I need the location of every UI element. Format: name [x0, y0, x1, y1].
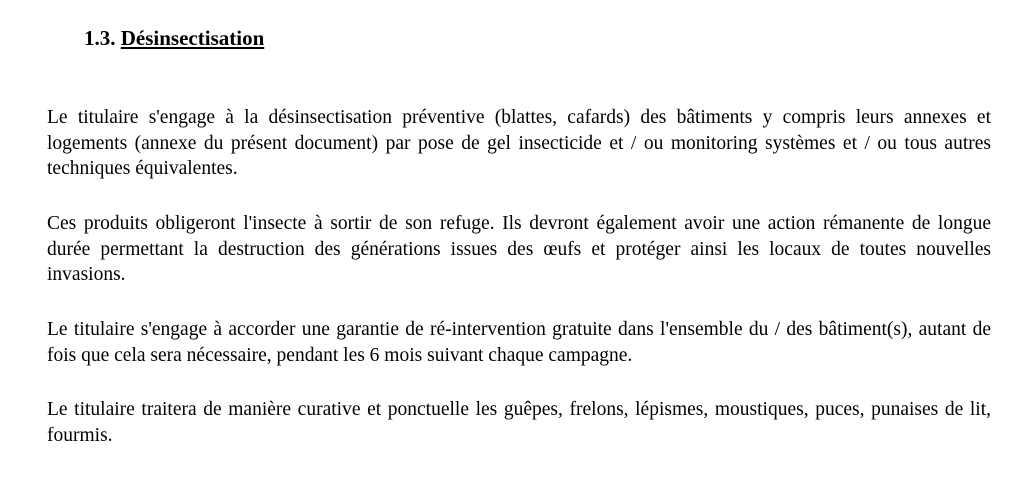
section-number: 1.3.	[84, 26, 116, 50]
paragraph-curative-treatment: Le titulaire traitera de manière curative et ponctuelle les guêpes, frelons, lépismes, moustiques, puces, punaises de lit, fourmis.	[47, 399, 991, 446]
paragraph-guarantee: Le titulaire s'engage à accorder une garantie de ré-intervention gratuite dans l'ensemble du / des bâtiment(s), autant de fois que cela sera nécessaire, pendant les 6 mois suivant chaque campagne.	[47, 319, 991, 366]
section-heading	[84, 25, 264, 51]
section-title: Désinsectisation	[120, 26, 265, 50]
paragraph-products-action: Ces produits obligeront l'insecte à sortir de son refuge. Ils devront également avoir une action rémanente de longue durée permettant la destruction des générations issues des œufs et protéger ainsi les locaux de toutes nouvelles invasions.	[47, 213, 991, 285]
paragraph-preventive-treatment: Le titulaire s'engage à la désinsectisation préventive (blattes, cafards) des bâtiments y compris leurs annexes et logements (annexe du présent document) par pose de gel insecticide et / ou monitoring systèmes et / ou tous autres techniques équivalentes.	[47, 107, 991, 179]
